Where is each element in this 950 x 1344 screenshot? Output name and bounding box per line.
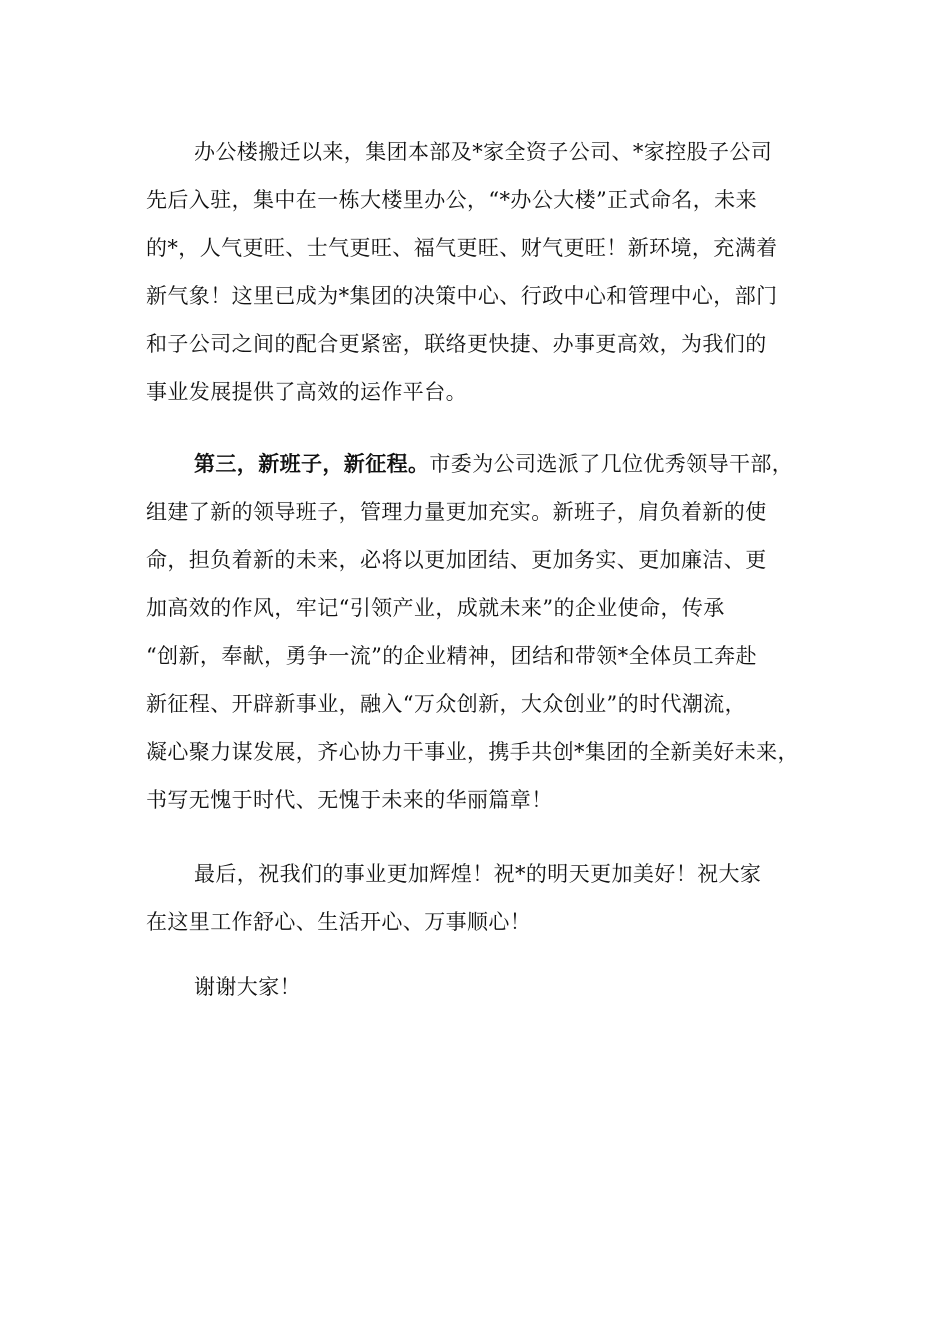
- paragraph-closing-wishes: [146, 850, 818, 946]
- section-heading: 第三，新班子，新征程。: [194, 451, 430, 476]
- text-line: 和子公司之间的配合更紧密，联络更快捷、办事更高效，为我们的: [146, 332, 767, 356]
- paragraph-thanks: [146, 963, 818, 1011]
- text-line: 命，担负着新的未来，必将以更加团结、更加务实、更加廉洁、更: [146, 548, 767, 572]
- text-line: 先后入驻，集中在一栋大楼里办公，“*办公大楼”正式命名，未来: [146, 188, 757, 212]
- text-line: 事业发展提供了高效的运作平台。: [146, 380, 467, 404]
- text-line: 组建了新的领导班子，管理力量更加充实。新班子，肩负着新的使: [146, 500, 767, 524]
- text-line: 书写无愧于时代、无愧于未来的华丽篇章！: [146, 788, 553, 812]
- text-line: 新征程、开辟新事业，融入“万众创新，大众创业”的时代潮流，: [146, 692, 747, 716]
- text-line: 凝心聚力谋发展，齐心协力干事业，携手共创*集团的全新美好未来，: [146, 740, 799, 764]
- text-line: 在这里工作舒心、生活开心、万事顺心！: [146, 910, 532, 934]
- paragraph-new-leadership: [146, 440, 818, 824]
- text-line: 最后，祝我们的事业更加辉煌！祝*的明天更加美好！祝大家: [194, 862, 762, 886]
- heading-line-rest: 市委为公司选派了几位优秀领导干部，: [429, 452, 794, 476]
- text-line: 谢谢大家！: [194, 975, 301, 999]
- text-line: 办公楼搬迁以来，集团本部及*家全资子公司、*家控股子公司: [194, 140, 773, 164]
- text-line: [146, 440, 818, 488]
- text-line: 的*，人气更旺、士气更旺、福气更旺、财气更旺！新环境，充满着: [146, 236, 778, 260]
- text-line: 新气象！这里已成为*集团的决策中心、行政中心和管理中心，部门: [146, 284, 778, 308]
- paragraph-office-relocation: [146, 128, 818, 416]
- text-line: “创新，奉献，勇争一流”的企业精神，团结和带领*全体员工奔赴: [146, 644, 757, 668]
- text-line: 加高效的作风，牢记“引领产业，成就未来”的企业使命，传承: [146, 596, 725, 620]
